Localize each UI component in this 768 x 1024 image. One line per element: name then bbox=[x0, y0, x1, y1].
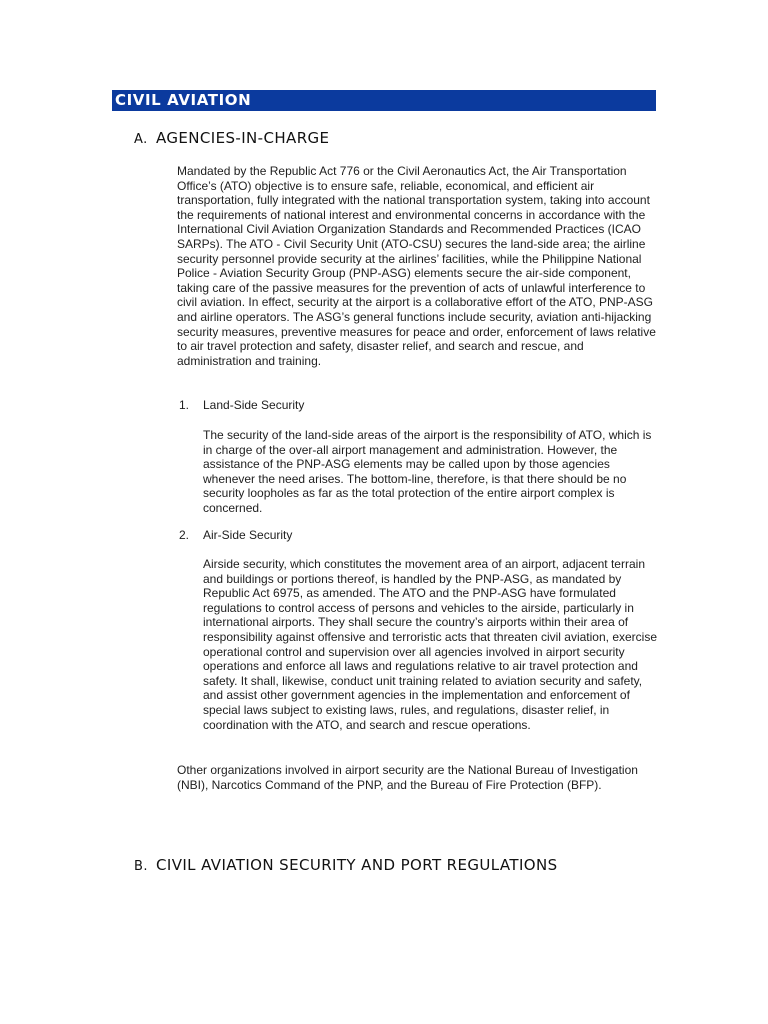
section-a-heading bbox=[134, 129, 329, 149]
list-item-2-body: Airside security, which constitutes the movement area of an airport, adjacent terrain and buildings or portions thereof, is handled by the PNP-ASG, as mandated by Republic Act 6975, as amended. The ATO and the PNP-ASG have formulated regulations to control access of persons and vehicles to the airside, particularly in international airports. They shall secure the country’s airports within their area of responsibility against offensive and terroristic acts that threaten civil aviation, exercise operational control and supervision over all agencies involved in airport security operations and enforce all laws and regulations relative to air travel protection and safety. It shall, likewise, conduct unit training related to aviation security and safety, and assist other government agencies in the implementation and enforcement of special laws subject to existing laws, rules, and regulations, disaster relief, in coordination with the ATO, and search and rescue operations. bbox=[203, 557, 658, 732]
section-b-letter: B. bbox=[134, 859, 148, 874]
section-a-title: AGENCIES-IN-CHARGE bbox=[156, 129, 330, 147]
list-item-1-number: 1. bbox=[179, 398, 190, 412]
list-item-1-body: The security of the land-side areas of the airport is the responsibility of ATO, which is in charge of the over-all airport management and administration. However, the assistance of the PNP-ASG elements may be called upon by those agencies whenever the need arises. The bottom-line, therefore, is that there should be no security loopholes as far as the total protection of the entire airport complex is concerned. bbox=[203, 428, 652, 515]
section-a-intro-paragraph: Mandated by the Republic Act 776 or the Civil Aeronautics Act, the Air Transportation Office’s (ATO) objective is to ensure safe, reliable, economical, and efficient air transportation, fully integrated with the national transportation system, taking into account the requirements of national interest and environmental concerns in accordance with the International Civil Aviation Organization Standards and Recommended Practices (ICAO SARPs). The ATO - Civil Security Unit (ATO-CSU) secures the land-side area; the airline security personnel provide security at the airlines’ facilities, while the Philippine National Police - Aviation Security Group (PNP-ASG) elements secure the air-side component, taking care of the passive measures for the prevention of acts of unlawful interference to civil aviation. In effect, security at the airport is a collaborative effort of the ATO, PNP-ASG and airline operators. The ASG’s general functions include security, aviation anti-hijacking security measures, preventive measures for peace and order, enforcement of laws relative to air travel protection and safety, disaster relief, and search and rescue, and administration and training. bbox=[177, 164, 656, 368]
section-a-closing-paragraph: Other organizations involved in airport security are the National Bureau of Investigation (NBI), Narcotics Command of the PNP, and the Bureau of Fire Protection (BFP). bbox=[177, 763, 638, 792]
list-item-2-heading bbox=[179, 528, 292, 543]
list-item-2-title: Air-Side Security bbox=[203, 528, 293, 542]
title-bar bbox=[112, 90, 656, 111]
page-title: CIVIL AVIATION bbox=[115, 91, 252, 109]
list-item-1-heading bbox=[179, 398, 304, 413]
section-b-heading bbox=[134, 856, 558, 876]
section-b-title: CIVIL AVIATION SECURITY AND PORT REGULATIONS bbox=[156, 856, 558, 874]
section-a-letter: A. bbox=[134, 132, 148, 147]
list-item-1-title: Land-Side Security bbox=[203, 398, 305, 412]
list-item-2-number: 2. bbox=[179, 528, 190, 542]
